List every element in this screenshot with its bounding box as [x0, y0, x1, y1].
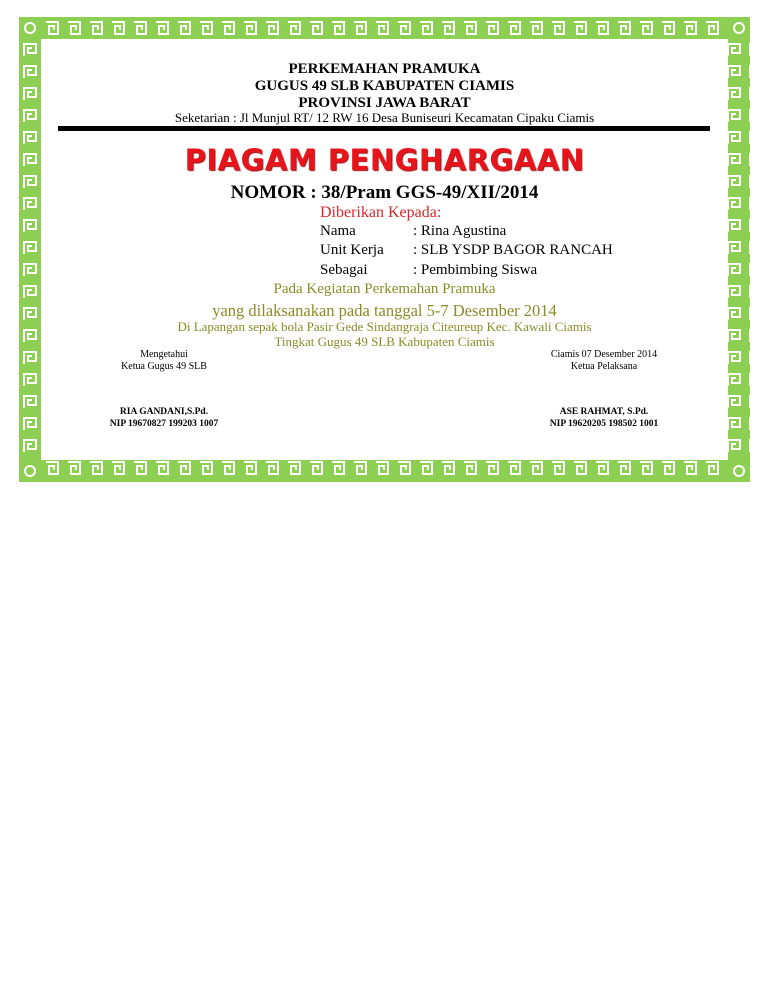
secretariat-address: Seketarian : Jl Munjul RT/ 12 RW 16 Desa Buniseuri Kecamatan Cipaku Ciamis — [174, 110, 595, 125]
left-sign-line-2: Ketua Gugus 49 SLB — [121, 361, 207, 372]
recipient-role-row — [320, 262, 537, 279]
event-line-2: yang dilaksanakan pada tanggal 5-7 Desember 2014 — [212, 301, 557, 320]
name-label: Nama — [320, 223, 356, 239]
unit-value: : SLB YSDP BAGOR RANCAH — [413, 242, 613, 258]
left-signatory — [89, 406, 239, 430]
right-sign-line-1: Ciamis 07 Desember 2014 — [550, 349, 658, 360]
right-signatory — [524, 406, 684, 430]
left-signatory-name: RIA GANDANI,S.Pd. — [119, 407, 209, 417]
role-label: Sebagai — [320, 262, 368, 278]
header-line-1: PERKEMAHAN PRAMUKA — [288, 61, 481, 77]
certificate-title: PIAGAM PENGHARGAAN — [184, 143, 585, 177]
event-line-4: Tingkat Gugus 49 SLB Kabupaten Ciamis — [274, 334, 495, 349]
certificate-number: NOMOR : 38/Pram GGS-49/XII/2014 — [230, 182, 539, 203]
header-line-2: GUGUS 49 SLB KABUPATEN CIAMIS — [254, 78, 515, 94]
right-signature-heading — [524, 349, 684, 373]
unit-label: Unit Kerja — [320, 242, 384, 258]
right-signatory-nip: NIP 19620205 198502 1001 — [549, 419, 659, 429]
header-line-3: PROVINSI JAWA BARAT — [298, 95, 471, 111]
name-value: : Rina Agustina — [413, 223, 507, 239]
left-signature-heading — [89, 349, 239, 373]
header-divider — [58, 126, 710, 131]
role-value: : Pembimbing Siswa — [413, 262, 538, 278]
right-sign-line-2: Ketua Pelaksana — [570, 361, 638, 372]
certificate — [19, 17, 750, 482]
event-line-1: Pada Kegiatan Perkemahan Pramuka — [273, 281, 496, 297]
recipient-name-row — [320, 223, 506, 240]
recipient-unit-row — [320, 242, 613, 259]
left-signatory-nip: NIP 19670827 199203 1007 — [109, 419, 219, 429]
event-line-3: Di Lapangan sepak bola Pasir Gede Sindangraja Citeureup Kec. Kawali Ciamis — [177, 319, 592, 334]
right-signatory-name: ASE RAHMAT, S.Pd. — [559, 407, 649, 417]
left-sign-line-1: Mengetahui — [140, 349, 188, 360]
given-to-label: Diberikan Kepada: — [320, 204, 442, 221]
